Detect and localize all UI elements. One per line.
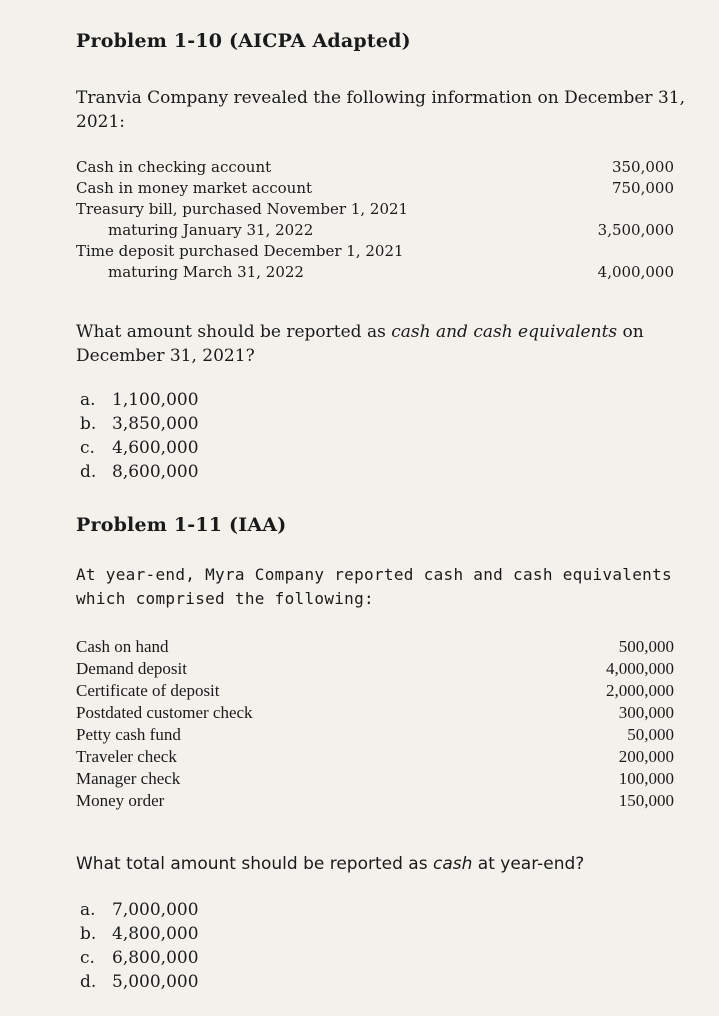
choice-letter: c.	[80, 948, 95, 968]
item-amount: 100,000	[618, 769, 674, 788]
item-amount: 4,000,000	[606, 659, 674, 678]
list-item	[76, 768, 674, 790]
problem-1-10-items	[76, 157, 674, 283]
answer-choice-a[interactable]	[80, 388, 199, 412]
item-label: Traveler check	[76, 747, 177, 766]
item-amount: 300,000	[618, 703, 674, 722]
answer-choice-b[interactable]	[80, 412, 199, 436]
question-emphasis: cash	[432, 854, 473, 874]
item-label: Time deposit purchased December 1, 2021	[76, 242, 404, 260]
question-emphasis: cash and cash equivalents	[391, 322, 618, 342]
question-text-end: at year-end?	[472, 854, 585, 874]
item-amount: 50,000	[627, 725, 674, 744]
answer-choice-d[interactable]	[80, 460, 199, 484]
list-item	[76, 658, 674, 680]
answer-choice-c[interactable]	[80, 436, 199, 460]
answer-choice-b[interactable]	[80, 922, 199, 946]
item-label: maturing January 31, 2022	[108, 221, 314, 239]
question-text: What amount should be reported as	[76, 322, 392, 342]
item-label: Demand deposit	[76, 659, 187, 678]
choice-text: 4,600,000	[112, 438, 199, 458]
problem-1-11-title: Problem 1-11 (IAA)	[76, 514, 287, 536]
choice-letter: c.	[80, 438, 95, 458]
list-item	[76, 157, 674, 178]
item-label: Manager check	[76, 769, 181, 788]
list-item	[76, 636, 674, 658]
choice-letter: d.	[80, 972, 97, 992]
problem-1-10-intro: Tranvia Company revealed the following information on December 31, 2021:	[76, 88, 685, 132]
item-label: Cash in money market account	[76, 179, 313, 197]
choice-text: 3,850,000	[112, 414, 199, 434]
choice-text: 4,800,000	[112, 924, 199, 944]
item-amount: 2,000,000	[606, 681, 674, 700]
item-amount: 750,000	[611, 179, 674, 197]
choice-text: 7,000,000	[112, 900, 199, 920]
list-item	[76, 724, 674, 746]
list-item	[76, 746, 674, 768]
list-item	[76, 178, 674, 199]
item-label: Cash on hand	[76, 637, 169, 656]
question-text-end: on December 31, 2021?	[76, 322, 644, 366]
item-label: Treasury bill, purchased November 1, 2021	[76, 200, 409, 218]
item-amount: 3,500,000	[597, 221, 674, 239]
item-amount: 150,000	[618, 791, 674, 810]
list-item	[76, 199, 674, 220]
problem-1-11-intro: At year-end, Myra Company reported cash and cash equivalents which comprised the following:	[76, 565, 672, 608]
item-label: Cash in checking account	[76, 158, 272, 176]
item-amount: 200,000	[618, 747, 674, 766]
question-text: What total amount should be reported as	[76, 854, 433, 874]
choice-text: 8,600,000	[112, 462, 199, 482]
list-item	[76, 790, 674, 812]
problem-1-11-choices	[80, 898, 199, 994]
list-item	[76, 702, 674, 724]
problem-1-11-items	[76, 636, 674, 812]
choice-text: 1,100,000	[112, 390, 199, 410]
answer-choice-c[interactable]	[80, 946, 199, 970]
answer-choice-a[interactable]	[80, 898, 199, 922]
list-item	[76, 680, 674, 702]
choice-letter: d.	[80, 462, 97, 482]
problem-1-10-question	[76, 320, 686, 368]
problem-1-11-question	[76, 852, 686, 876]
problem-1-10-title: Problem 1-10 (AICPA Adapted)	[76, 30, 411, 52]
choice-letter: b.	[80, 414, 97, 434]
list-item	[76, 262, 674, 283]
choice-letter: a.	[80, 390, 96, 410]
item-amount: 350,000	[611, 158, 674, 176]
item-label: Petty cash fund	[76, 725, 181, 744]
item-amount: 500,000	[618, 637, 674, 656]
item-label: Certificate of deposit	[76, 681, 220, 700]
list-item	[76, 241, 674, 262]
answer-choice-d[interactable]	[80, 970, 199, 994]
choice-letter: b.	[80, 924, 97, 944]
problem-1-10-choices	[80, 388, 199, 484]
choice-letter: a.	[80, 900, 96, 920]
item-amount: 4,000,000	[597, 263, 674, 281]
choice-text: 5,000,000	[112, 972, 199, 992]
choice-text: 6,800,000	[112, 948, 199, 968]
item-label: Money order	[76, 791, 165, 810]
item-label: Postdated customer check	[76, 703, 253, 722]
item-label: maturing March 31, 2022	[108, 263, 304, 281]
list-item	[76, 220, 674, 241]
